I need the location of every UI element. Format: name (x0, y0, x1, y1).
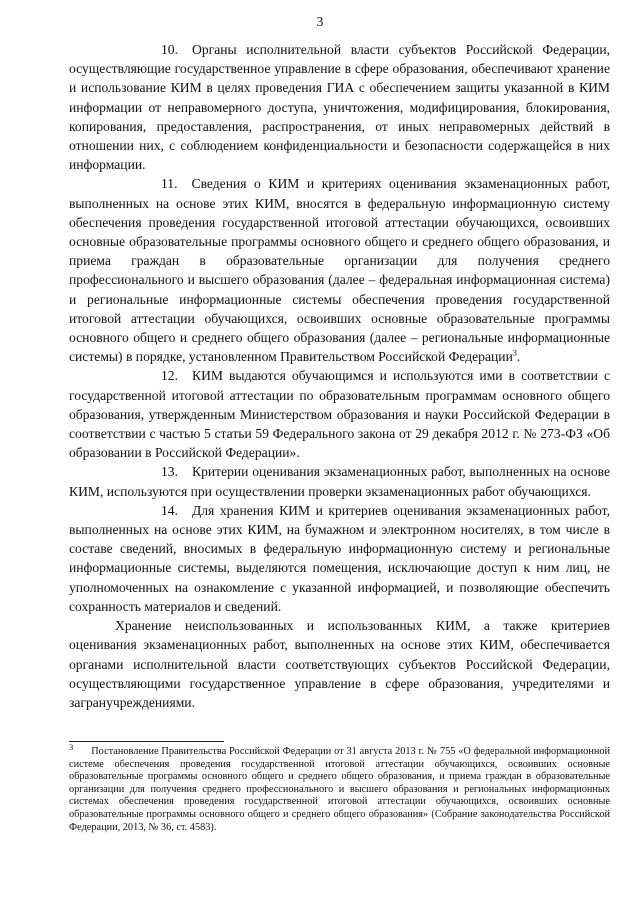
paragraph-text: КИМ выдаются обучающимся и используются ими в соответствии с государственной итоговой аттестации по образовательным программам основного общего образования, утвержденным Министерством образования и науки Российской Федерации в соответствии с частью 5 статьи 59 Федерального закона от 29 декабря 2012 г. № 273-ФЗ «Об образовании в Российской Федерации». (69, 368, 610, 461)
paragraph-12 (69, 366, 610, 462)
paragraph-number: 13. (161, 464, 178, 480)
paragraph-text: Критерии оценивания экзаменационных работ, выполненных на основе КИМ, используются при осуществлении проверки экзаменационных работ обучающихся. (69, 464, 610, 499)
footnote-mark: 3 (69, 741, 74, 752)
footnote-text: Постановление Правительства Российской Федерации от 31 августа 2013 г. № 755 «О федеральной информационной системе обеспечения проведения государственной итоговой аттестации обучающихся, освоивших основные образовательные программы основного общего и среднего общего образования, и приема граждан в образовательные организации для получения среднего профессионального и высшего образования и региональных информационных системах обеспечения проведения государственной итоговой аттестации обучающихся, освоивших основные образовательные программы основного общего и среднего общего образования» (Собрание законодательства Российской Федерации, 2013, № 36, ст. 4583). (69, 746, 610, 833)
page-number: 3 (316, 14, 324, 29)
footnote (69, 741, 610, 834)
paragraph-number: 14. (161, 502, 178, 518)
paragraph-number: 12. (161, 368, 178, 384)
paragraph-text: Хранение неиспользованных и использованных КИМ, а также критериев оценивания экзаменационных работ, выполненных на основе этих КИМ, обеспечивается органами исполнительной власти соответствующих субъектов Российской Федерации, осуществляющими государственное управление в сфере образования, учредителями и загранучреждениями. (69, 618, 610, 710)
paragraph-13 (69, 462, 610, 500)
footnote-divider (69, 741, 224, 742)
paragraph-10 (69, 40, 610, 174)
paragraph-number: 10. (161, 42, 178, 57)
paragraph-tail: . (516, 349, 521, 365)
paragraph-text: Сведения о КИМ и критериях оценивания экзаменационных работ, выполненных на основе этих КИМ, вносятся в федеральную информационную систему обеспечения проведения государственной итоговой аттестации обучающихся, освоивших основные образовательные программы основного общего и среднего общего образования, и приема граждан в образовательные организации для получения среднего профессионального и высшего образования (далее – федеральная информационная система) и региональные информационные системы обеспечения проведения государственной итоговой аттестации обучающихся, освоивших основные образовательные программы основного общего и среднего общего образования (далее – региональные информационные системы) в порядке, установленном Правительством Российской Федерации (69, 176, 610, 365)
paragraph-11 (69, 174, 610, 366)
document-body (69, 40, 610, 712)
paragraph-14 (69, 501, 610, 616)
paragraph-number: 11. (161, 176, 178, 192)
paragraph-storage (69, 616, 610, 712)
paragraph-text: Органы исполнительной власти субъектов Российской Федерации, осуществляющие государственное управление в сфере образования, обеспечивают хранение и использование КИМ в целях проведения ГИА с обеспечением защиты указанной в КИМ информации от неправомерного доступа, уничтожения, модифицирования, блокирования, копирования, предоставления, распространения, от иных неправомерных действий в отношении них, с соблюдением конфиденциальности и безопасности содержащейся в них информации. (69, 42, 610, 173)
footnote-reference: 3 (512, 348, 517, 358)
paragraph-text: Для хранения КИМ и критериев оценивания экзаменационных работ, выполненных на основе этих КИМ, на бумажном и электронном носителях, в том числе в составе сведений, вносимых в федеральную информационную систему и региональные информационные системы, выделяются помещения, исключающие доступ к ним лиц, не уполномоченных на ознакомление с указанной информацией, и позволяющие обеспечить сохранность материалов и сведений. (69, 502, 610, 614)
